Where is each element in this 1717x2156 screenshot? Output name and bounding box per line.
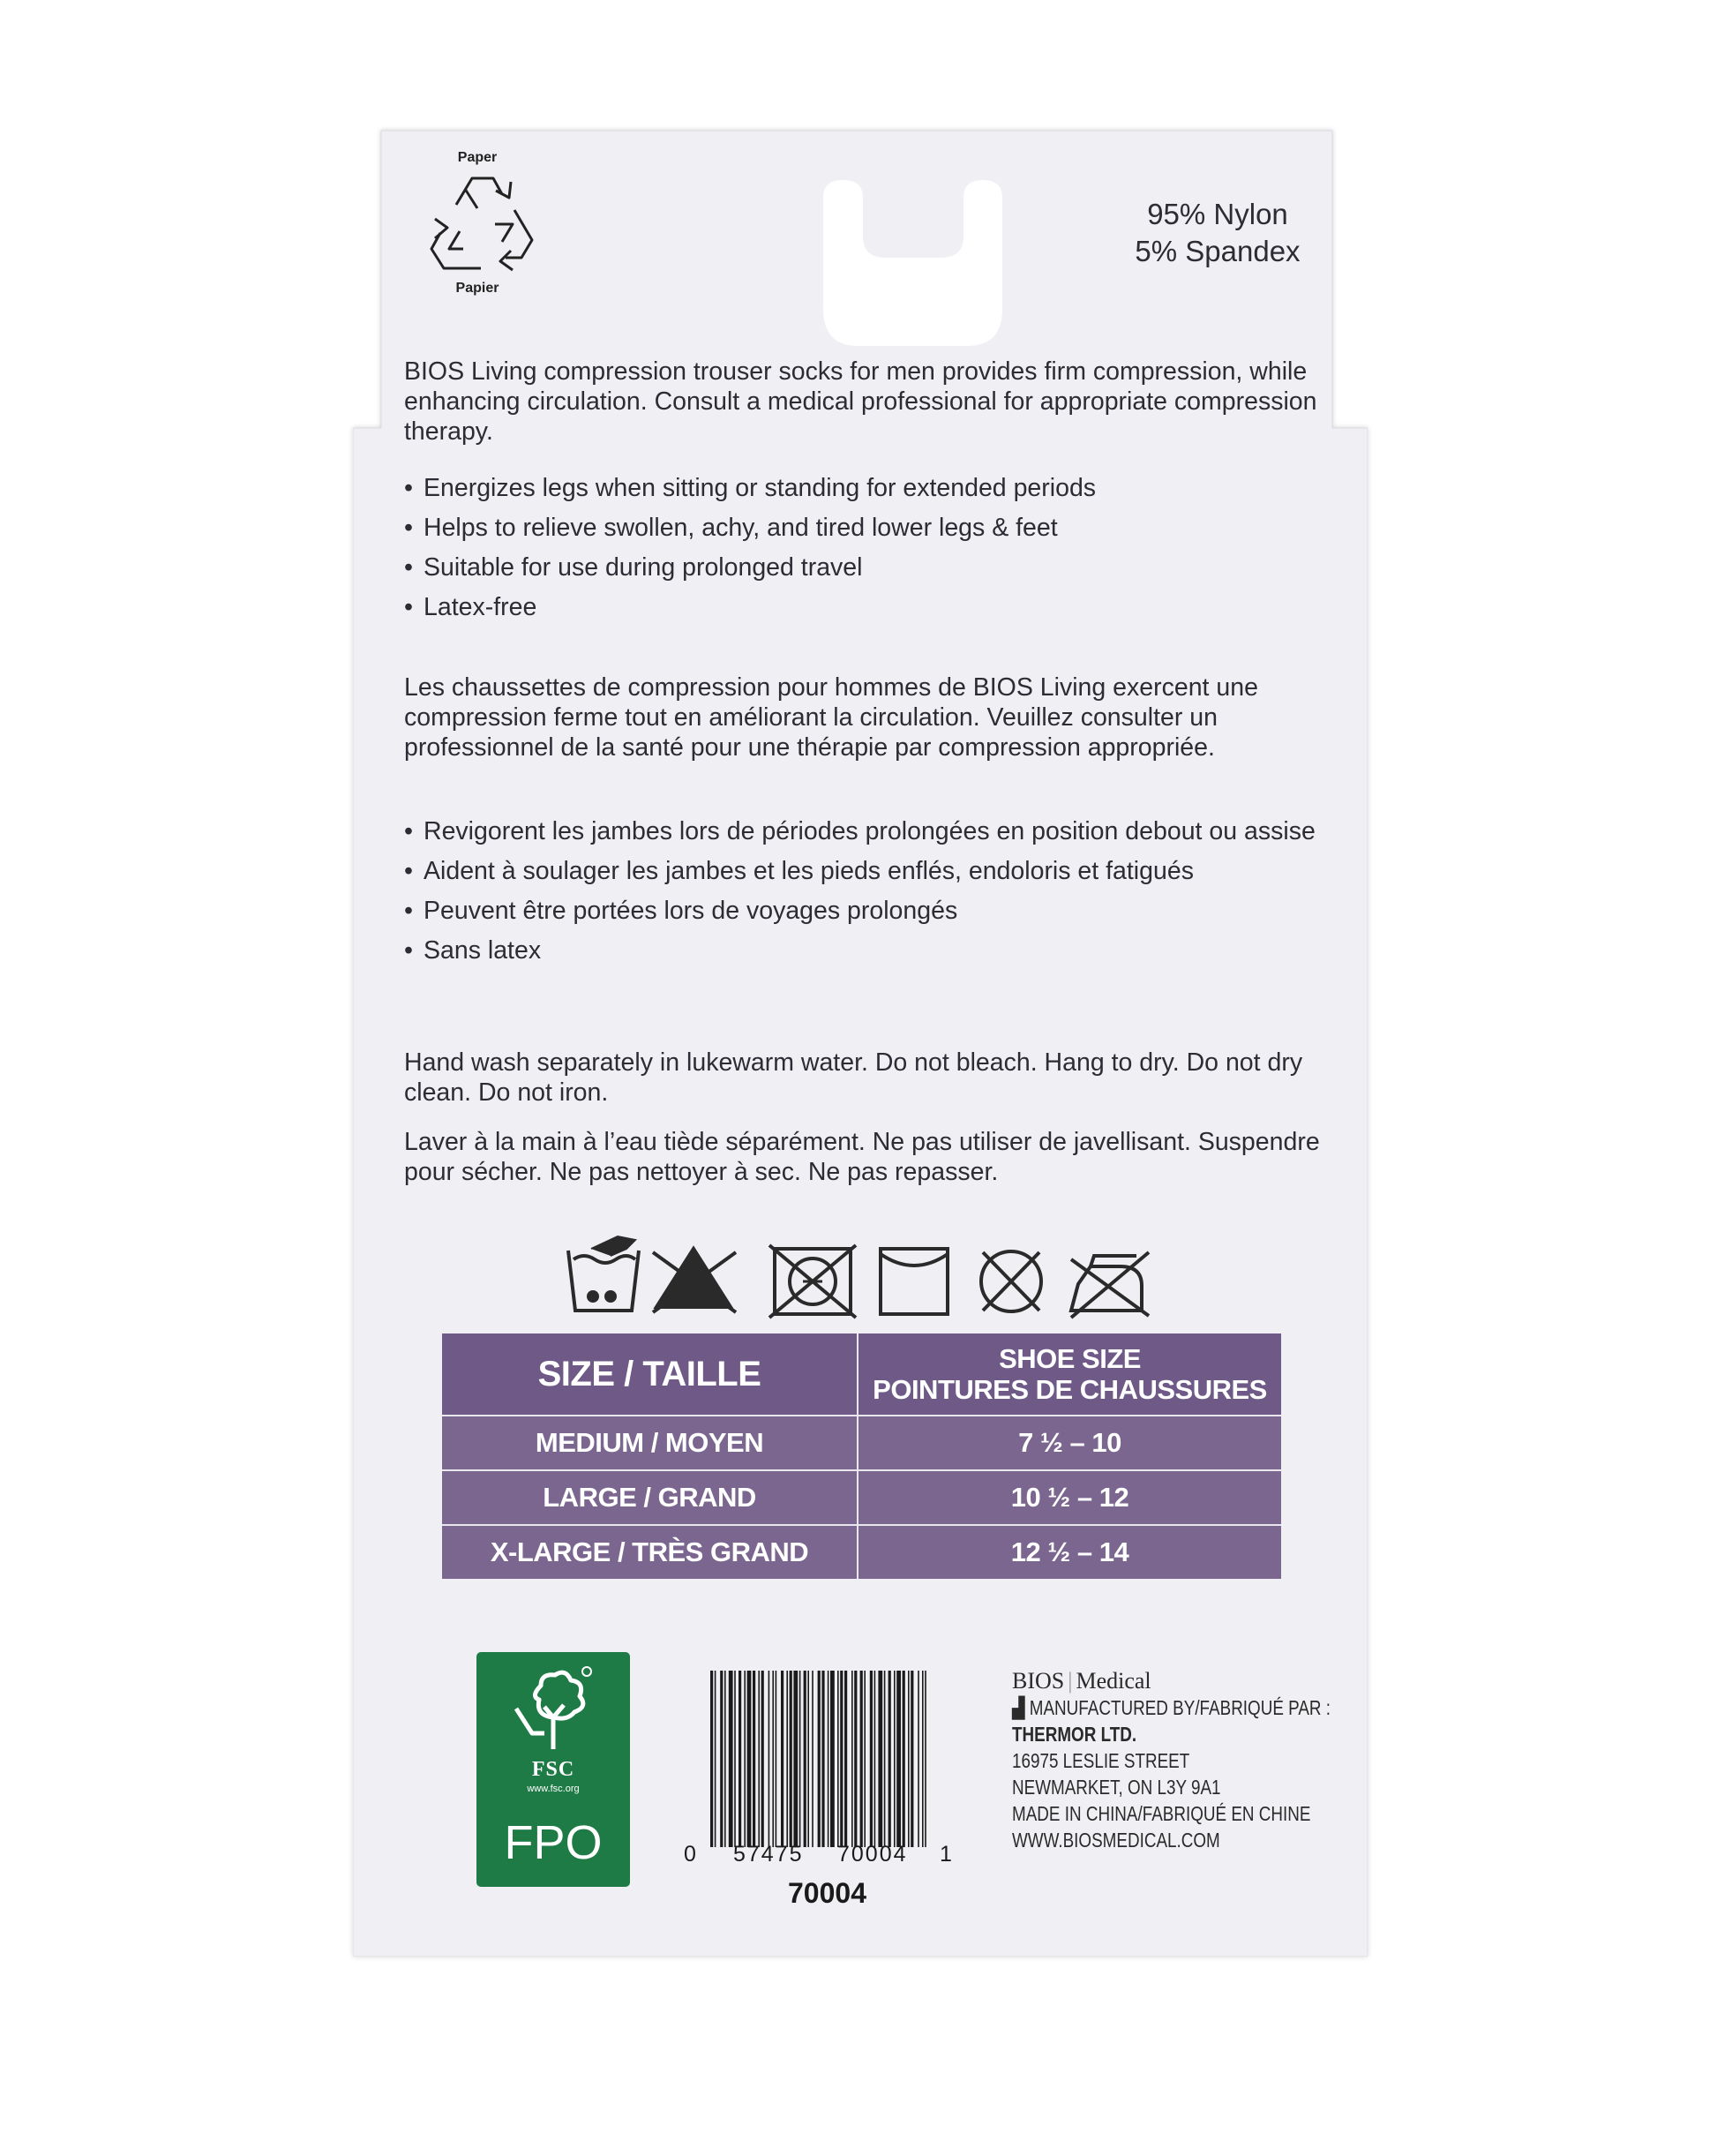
recycle-top-label: Paper: [457, 150, 498, 165]
barcode-bar: [874, 1671, 876, 1847]
barcode-bar: [724, 1671, 726, 1847]
city-address: NEWMARKET, ON L3Y 9A1: [1012, 1776, 1221, 1799]
barcode-bar: [860, 1671, 863, 1847]
material-nylon: 95% Nylon: [1147, 198, 1288, 230]
manufactured-by: [1012, 1694, 1331, 1721]
benefit-en-item: • Helps to relieve swollen, achy, and tired lower legs & feet: [404, 513, 1331, 543]
line-dry-icon: [881, 1249, 948, 1314]
description-fr: [404, 672, 1331, 762]
barcode-bar: [807, 1671, 809, 1847]
barcode-bar: [851, 1671, 853, 1847]
barcode-bar: [854, 1671, 857, 1847]
hand-wash-icon: [568, 1236, 639, 1311]
no-tumble-dry-icon: [769, 1245, 856, 1318]
barcode-bar: [922, 1671, 924, 1847]
website: WWW.BIOSMEDICAL.COM: [1012, 1829, 1220, 1852]
recycle-mark: [414, 150, 541, 297]
factory-icon: ▟: [1012, 1696, 1030, 1719]
benefit-en-item: • Energizes legs when sitting or standing for extended periods: [404, 473, 1331, 503]
manufacturer-info: [1012, 1668, 1365, 1853]
shoe-size-header-en: SHOE SIZE: [999, 1343, 1141, 1374]
barcode-bar: [720, 1671, 723, 1847]
barcode-bar: [715, 1671, 716, 1847]
recycle-bottom-label: Papier: [455, 281, 499, 296]
barcode-bar: [870, 1671, 873, 1847]
no-iron-icon: [1071, 1252, 1149, 1318]
company-name: THERMOR LTD.: [1012, 1723, 1137, 1746]
barcode-bar: [744, 1671, 746, 1847]
no-bleach-icon: [653, 1249, 736, 1312]
street-address: 16975 LESLIE STREET: [1012, 1749, 1190, 1772]
size-cell: LARGE / GRAND: [442, 1470, 858, 1525]
barcode-bar: [776, 1671, 777, 1847]
barcode-bar: [896, 1671, 901, 1847]
care-en-text: Hand wash separately in lukewarm water. Do not bleach. Hang to dry. Do not dry clean. Do not iron.: [404, 1048, 1303, 1107]
benefit-fr-item: • Sans latex: [404, 935, 1331, 965]
barcode-bar: [781, 1671, 784, 1847]
barcode-bar: [804, 1671, 806, 1847]
barcode-bar: [772, 1671, 774, 1847]
barcode-bar: [888, 1671, 891, 1847]
barcode-bar: [729, 1671, 733, 1847]
barcode-bar: [864, 1671, 866, 1847]
table-row: [442, 1525, 1281, 1579]
barcode-bar: [878, 1671, 882, 1847]
benefit-en-item: • Suitable for use during prolonged travel: [404, 552, 1331, 582]
size-cell: MEDIUM / MOYEN: [442, 1416, 858, 1470]
shoe-size-cell: 10 ½ – 12: [858, 1470, 1281, 1525]
barcode-right-group: 70004: [837, 1842, 908, 1867]
care-fr: [404, 1127, 1331, 1187]
care-fr-text: Laver à la main à l’eau tiède séparément. Ne pas utiliser de javellisant. Suspendre pour sécher. Ne pas nettoyer à sec. Ne pas repasser.: [404, 1128, 1320, 1186]
no-dry-clean-icon: [981, 1251, 1041, 1311]
benefit-en-item: • Latex-free: [404, 592, 1331, 622]
barcode-bar: [734, 1671, 736, 1847]
brand-sub: Medical: [1076, 1668, 1151, 1694]
care-symbols: [565, 1231, 1447, 1319]
barcode-bar: [758, 1671, 760, 1847]
barcode-first-digit: 0: [684, 1842, 696, 1867]
benefits-en: [404, 473, 1331, 632]
barcode-bar: [769, 1671, 770, 1847]
barcode-bar: [786, 1671, 788, 1847]
barcode-check-digit: 1: [940, 1842, 952, 1867]
barcode-bar: [793, 1671, 798, 1847]
barcode-bar: [837, 1671, 839, 1847]
barcode-bar: [790, 1671, 792, 1847]
shoe-size-cell: 7 ½ – 10: [858, 1416, 1281, 1470]
care-symbols-svg: [565, 1231, 1182, 1319]
barcode-bar: [739, 1671, 741, 1847]
barcode-bar: [911, 1671, 913, 1847]
barcode-bar: [821, 1671, 824, 1847]
shoe-size-header: [858, 1333, 1281, 1416]
barcode-bar: [710, 1671, 713, 1847]
barcode-bar: [925, 1671, 926, 1847]
size-header: [442, 1333, 858, 1416]
care-en: [404, 1048, 1331, 1108]
material-spandex: 5% Spandex: [1135, 235, 1301, 267]
fsc-label: FSC: [531, 1758, 575, 1781]
brand-name: BIOS: [1012, 1668, 1065, 1694]
size-cell: X-LARGE / TRÈS GRAND: [442, 1525, 858, 1579]
benefit-fr-item: • Peuvent être portées lors de voyages prolongés: [404, 896, 1331, 926]
barcode-bar: [908, 1671, 910, 1847]
barcode-bar: [903, 1671, 905, 1847]
fpo-label: FPO: [504, 1816, 603, 1869]
barcode-bar: [799, 1671, 801, 1847]
recycle-icon: [414, 171, 541, 277]
description-fr-text: Les chaussettes de compression pour hommes de BIOS Living exercent une compression ferme tout en améliorant la circulation. Veuillez consulter un professionnel de la santé pour une thérapie par compression appropriée.: [404, 673, 1258, 762]
barcode-bar: [761, 1671, 764, 1847]
barcode-bar: [812, 1671, 814, 1847]
description-en-text: BIOS Living compression trouser socks for men provides firm compression, while enhancing circulation. Consult a medical professional for appropriate compression therapy.: [404, 357, 1317, 446]
fsc-url: www.fsc.org: [527, 1784, 580, 1794]
fsc-logo: [476, 1652, 630, 1887]
barcode: [684, 1671, 952, 1879]
benefits-fr: [404, 816, 1331, 975]
country-of-origin: MADE IN CHINA/FABRIQUÉ EN CHINE: [1012, 1802, 1311, 1825]
package-card: [353, 0, 1368, 1957]
barcode-bars: [709, 1671, 933, 1847]
benefit-fr-item: • Aident à soulager les jambes et les pieds enflés, endoloris et fatigués: [404, 856, 1331, 886]
shoe-size-cell: 12 ½ – 14: [858, 1525, 1281, 1579]
barcode-bar: [884, 1671, 886, 1847]
barcode-bar: [828, 1671, 829, 1847]
barcode-bar: [918, 1671, 919, 1847]
barcode-bar: [840, 1671, 843, 1847]
size-header-label: SIZE / TAILLE: [537, 1354, 761, 1394]
table-row: [442, 1416, 1281, 1470]
barcode-left-group: 57475: [733, 1842, 804, 1867]
material-composition: [1059, 196, 1376, 270]
product-sku: 70004: [788, 1877, 866, 1909]
barcode-bar: [747, 1671, 752, 1847]
manufactured-by-label: MANUFACTURED BY/FABRIQUÉ PAR :: [1029, 1696, 1331, 1719]
barcode-bar: [753, 1671, 755, 1847]
fsc-tree-icon: [509, 1664, 597, 1753]
barcode-bar: [894, 1671, 896, 1847]
description-en: [404, 357, 1331, 447]
table-row: [442, 1470, 1281, 1525]
shoe-size-header-fr: POINTURES DE CHAUSSURES: [873, 1374, 1267, 1405]
barcode-bar: [844, 1671, 847, 1847]
barcode-bar: [830, 1671, 835, 1847]
size-table: [442, 1333, 1281, 1579]
barcode-bar: [818, 1671, 821, 1847]
brand-logo: BIOS | Medical: [1012, 1668, 1151, 1694]
benefit-fr-item: • Revigorent les jambes lors de périodes prolongées en position debout ou assise: [404, 816, 1331, 846]
